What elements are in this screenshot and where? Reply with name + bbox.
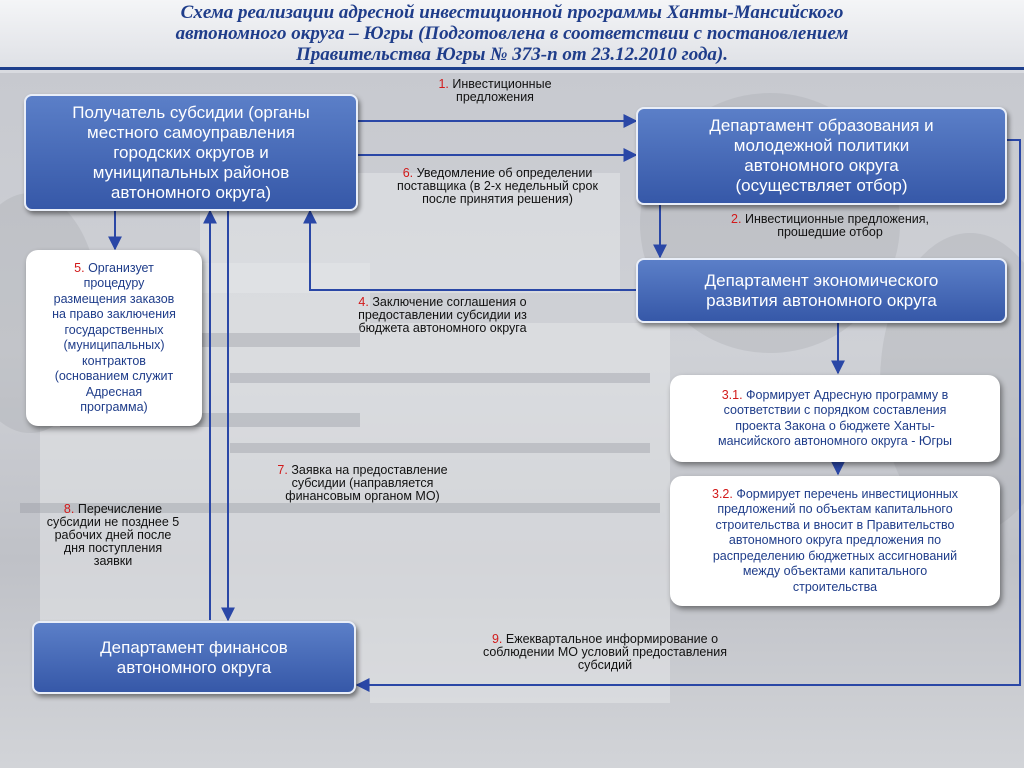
node-text: (муниципальных) [63,338,165,352]
node-text: соответствии с порядком составления [723,403,947,417]
edge-text: прошедшие отбор [777,225,883,239]
node-text: Департамент экономического [704,270,939,290]
edge-text: дня поступления [63,541,163,555]
step-number: 3.2. [712,486,733,501]
node-text: проекта Закона о бюджете Ханты- [735,418,935,433]
step-number: 4. [358,295,369,309]
node-text: Департамент финансов [100,637,288,657]
node-text: Адресная [85,384,143,399]
node-text: строительства [792,579,878,594]
edge-label-1 [400,78,590,104]
edge-text: субсидии (направляется [291,476,434,490]
node-education-department [636,107,1007,205]
node-text: местного самоуправления [87,122,295,142]
edge-text: финансовым органом МО) [285,489,440,503]
title-line-2: автономного округа – Югры (Подготовлена в соответствии с постановлением [175,23,849,44]
edge-text: поставщика (в 2-х недельный срок [397,179,598,193]
step-number: 3.1. [721,387,743,402]
step-number: 2. [731,212,742,226]
node-text: размещения заказов [53,291,175,306]
edge-label-6 [365,167,630,206]
edge-text: Инвестиционные предложения, [744,212,929,226]
node-text: на право заключения [52,307,176,321]
node-text: городских округов и [113,142,269,162]
edge-label-8 [28,503,198,568]
node-text: автономного округа) [110,182,272,202]
node-subsidy-recipient [24,94,358,211]
node-text: Департамент образования и [709,116,934,135]
step-number: 7. [277,463,288,477]
step-number: 1. [438,77,449,91]
edge-text: Заключение соглашения о [372,295,527,309]
node-text: контрактов [82,353,146,368]
node-finance-department [32,621,356,694]
node-step-3-2 [670,476,1000,606]
node-economic-department [636,258,1007,323]
edge-label-7 [250,464,475,503]
node-step-3-1 [670,375,1000,462]
node-text: предложений по объектам капитального [717,502,953,517]
edge-text: соблюдении МО условий предоставления [482,645,728,659]
edge-text: заявки [93,554,133,568]
node-text: государственных [64,322,164,337]
node-text: автономного округа [744,156,899,175]
node-text: между объектами капитального [742,564,928,579]
edge-text: субсидии не позднее 5 [46,515,180,529]
node-text: автономного округа [116,657,272,677]
step-number: 8. [63,502,75,516]
node-text: автономного округа предложения по [728,533,942,548]
arrow-4 [310,211,636,290]
edge-text: предложения [456,90,534,104]
node-text: строительства и вносит в Правительство [715,517,955,532]
edge-text: Уведомление об определении [416,166,593,180]
node-text: муниципальных районов [92,162,290,182]
node-text: Формирует перечень инвестиционных [736,486,958,501]
node-text: (основанием служит [54,369,174,383]
node-text: Формирует Адресную программу в [746,387,949,402]
node-text: развития автономного округа [706,290,937,310]
node-text: молодежной политики [733,136,910,155]
edge-text: Инвестиционные [452,77,552,91]
step-number: 9. [491,632,503,646]
edge-label-9 [440,633,770,672]
node-text: (осуществляет отбор) [735,176,908,195]
edge-text: предоставлении субсидии из [358,308,527,322]
edge-text: Заявка на предоставление [291,463,448,477]
node-text: распределению бюджетных ассигнований [712,548,958,563]
node-text: Организует [88,260,154,275]
edge-text: Ежеквартальное информирование о [505,632,719,646]
node-text: процедуру [83,276,145,290]
step-number: 5. [74,260,85,275]
edge-text: субсидий [577,658,633,672]
title-line-3: Правительства Югры № 373-п от 23.12.2010 года). [296,44,728,65]
edge-text: бюджета автономного округа [358,321,527,335]
node-text: Получатель субсидии (органы [72,102,310,122]
edge-label-4 [325,296,560,335]
title-line-1: Схема реализации адресной инвестиционной программы Ханты-Мансийского [180,2,844,23]
edge-text: после принятия решения) [422,192,573,206]
node-step-5 [26,250,202,426]
edge-text: Перечисление [77,502,163,516]
edge-text: рабочих дней после [54,528,172,542]
node-text: мансийского автономного округа - Югры [717,434,952,448]
step-number: 6. [402,166,414,180]
edge-label-2 [690,213,970,239]
node-text: программа) [80,400,148,414]
